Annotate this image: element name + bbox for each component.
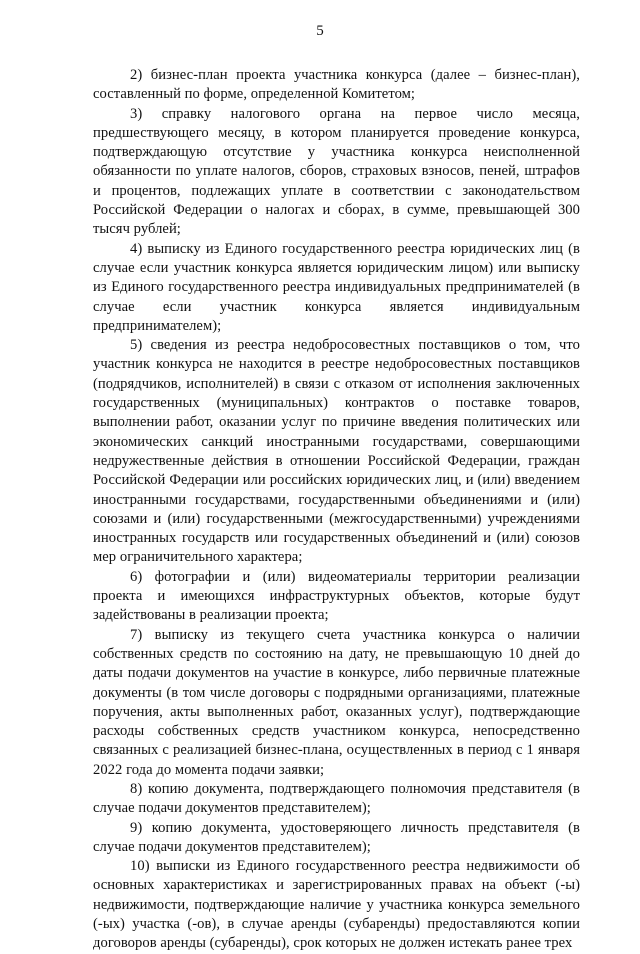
paragraph-item-4: 4) выписку из Единого государственного реестра юридических лиц (в случае если участник конкурса является юридическим лицом) или выписку из Единого государственного реестра индивидуальных предпринимателей (в случае если участник конкурса является индивидуальным предпринимателем); [93, 240, 580, 334]
paragraph-item-5: 5) сведения из реестра недобросовестных поставщиков о том, что участник конкурса не находится в реестре недобросовестных поставщиков (подрядчиков, исполнителей) в связи с отказом от исполнения заключенных государственных (муниципальных) контрактов о поставке товаров, выполнении работ, оказании услуг по причине введения политических или экономических санкций иностранными государствами, совершающими недружественные действия в отношении Российской Федерации, граждан Российской Федерации или российских юридических лиц, и (или) введением иностранными государствами, государственными объединениями и (или) союзами и (или) государственными (межгосударственными) учреждениями иностранных государств или государственных объединений и (или) союзов мер ограничительного характера; [93, 337, 580, 566]
paragraph-item-8: 8) копию документа, подтверждающего полномочия представителя (в случае подачи документов представителем); [93, 780, 580, 817]
document-body [93, 66, 580, 954]
paragraph-item-2: 2) бизнес-план проекта участника конкурса (далее – бизнес-план), составленный по форме, определенной Комитетом; [93, 67, 580, 103]
paragraph-item-3: 3) справку налогового органа на первое число месяца, предшествующего месяцу, в котором планируется проведение конкурса, подтверждающую отсутствие у участника конкурса неисполненной обязанности по уплате налогов, сборов, страховых взносов, пеней, штрафов и процентов, подлежащих уплате в соответствии с законодательством Российской Федерации о налогах и сборах, в сумме, превышающей 300 тысяч рублей; [93, 105, 580, 238]
paragraph-item-9: 9) копию документа, удостоверяющего личность представителя (в случае подачи документов представителем); [93, 819, 580, 855]
paragraph-item-6: 6) фотографии и (или) видеоматериалы территории реализации проекта и имеющихся инфраструктурных объектов, которые будут задействованы в реализации проекта; [93, 568, 580, 624]
paragraph-item-10: 10) выписки из Единого государственного реестра недвижимости об основных характеристиках и зарегистрированных правах на объект (-ы) недвижимости, подтверждающие наличие у участника конкурса земельного (-ых) участка (-ов), в случае аренды (субаренды) предоставляются копии договоров аренды (субаренды), срок которых не должен истекать ранее трех [93, 858, 580, 952]
paragraph-item-7: 7) выписку из текущего счета участника конкурса о наличии собственных средств по состоянию на дату, не превышающую 10 дней до даты подачи документов на участие в конкурсе, либо первичные платежные документы (в том числе договоры с подрядными организациями, платежные поручения, акты выполненных работ, оказанных услуг), подтверждающие расходы собственных средств участником конкурса, непосредственно связанных с реализацией бизнес-плана, осуществленных в период с 1 января 2022 года до момента подачи заявки; [93, 626, 580, 778]
page-number: 5 [316, 23, 324, 39]
